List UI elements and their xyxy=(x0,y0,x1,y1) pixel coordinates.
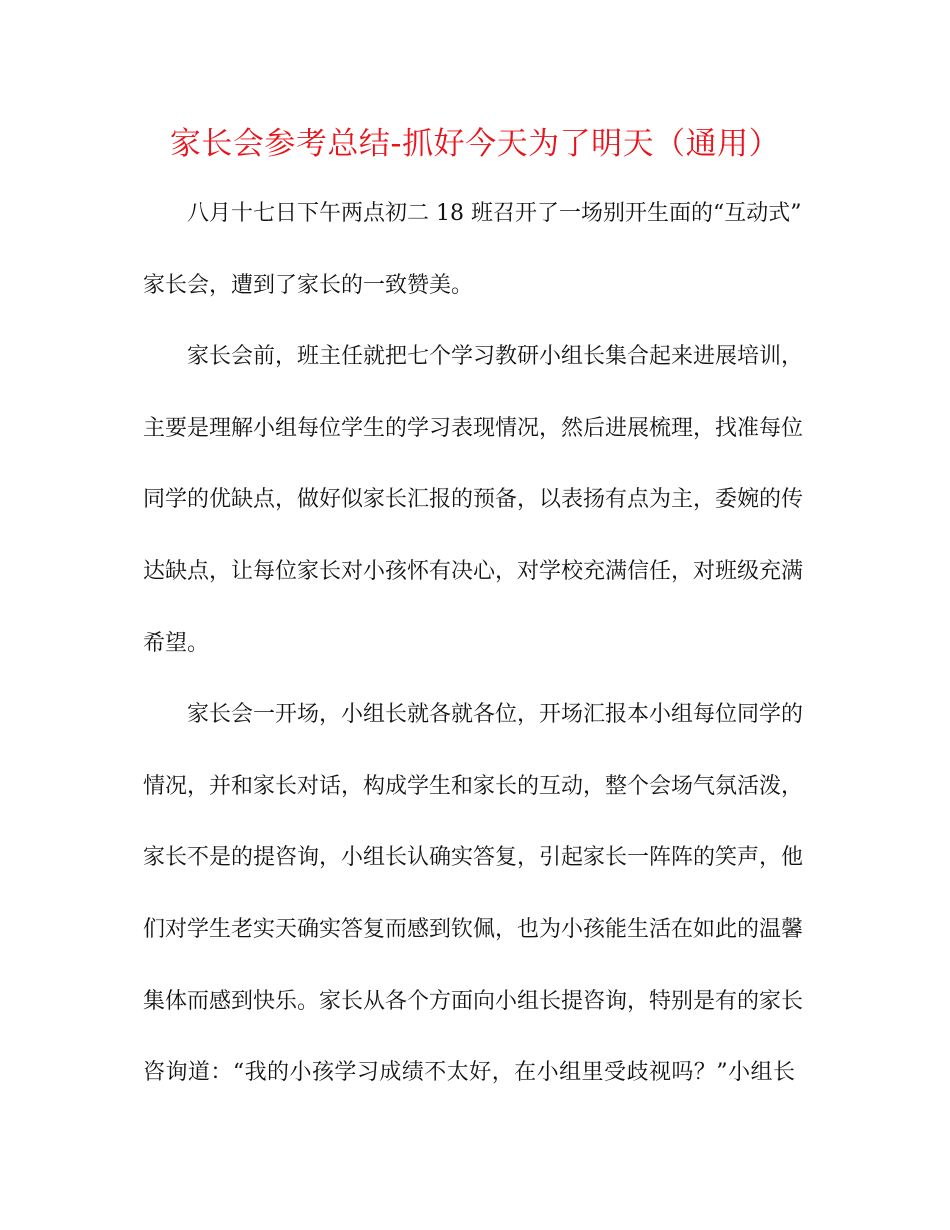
paragraph-line: 家长不是的提咨询，小组长认确实答复，引起家长一阵阵的笑声，他 xyxy=(143,845,804,871)
paragraph-line: 同学的优缺点，做好似家长汇报的预备，以表扬有点为主，委婉的传 xyxy=(143,487,804,513)
paragraph-2 xyxy=(143,321,804,679)
document-title: 家长会参考总结-抓好今天为了明天（通用） xyxy=(169,126,781,162)
paragraph-line: 家长会一开场，小组长就各就各位，开场汇报本小组每位同学的 xyxy=(187,702,804,728)
paragraph-line: 情况，并和家长对话，构成学生和家长的互动，整个会场气氛活泼， xyxy=(143,773,804,799)
paragraph-3 xyxy=(143,679,804,1109)
paragraph-line: 家长会前，班主任就把七个学习教研小组长集合起来进展培训， xyxy=(187,344,804,370)
paragraph-line: 八月十七日下午两点初二 18 班召开了一场别开生面的“互动式” xyxy=(187,201,802,226)
paragraph-line: 家长会，遭到了家长的一致赞美。 xyxy=(143,272,474,298)
paragraph-line: 主要是理解小组每位学生的学习表现情况，然后进展梳理，找准每位 xyxy=(143,415,804,441)
document-body xyxy=(143,178,804,1109)
paragraph-line: 们对学生老实天确实答复而感到钦佩，也为小孩能生活在如此的温馨 xyxy=(143,916,804,942)
paragraph-line: 咨询道：“我的小孩学习成绩不太好，在小组里受歧视吗？”小组长 xyxy=(143,1060,795,1086)
paragraph-1 xyxy=(143,178,802,321)
paragraph-line: 希望。 xyxy=(143,630,210,656)
paragraph-line: 集体而感到快乐。家长从各个方面向小组长提咨询，特别是有的家长 xyxy=(143,988,804,1014)
paragraph-line: 达缺点，让每位家长对小孩怀有决心，对学校充满信任，对班级充满 xyxy=(143,558,804,584)
